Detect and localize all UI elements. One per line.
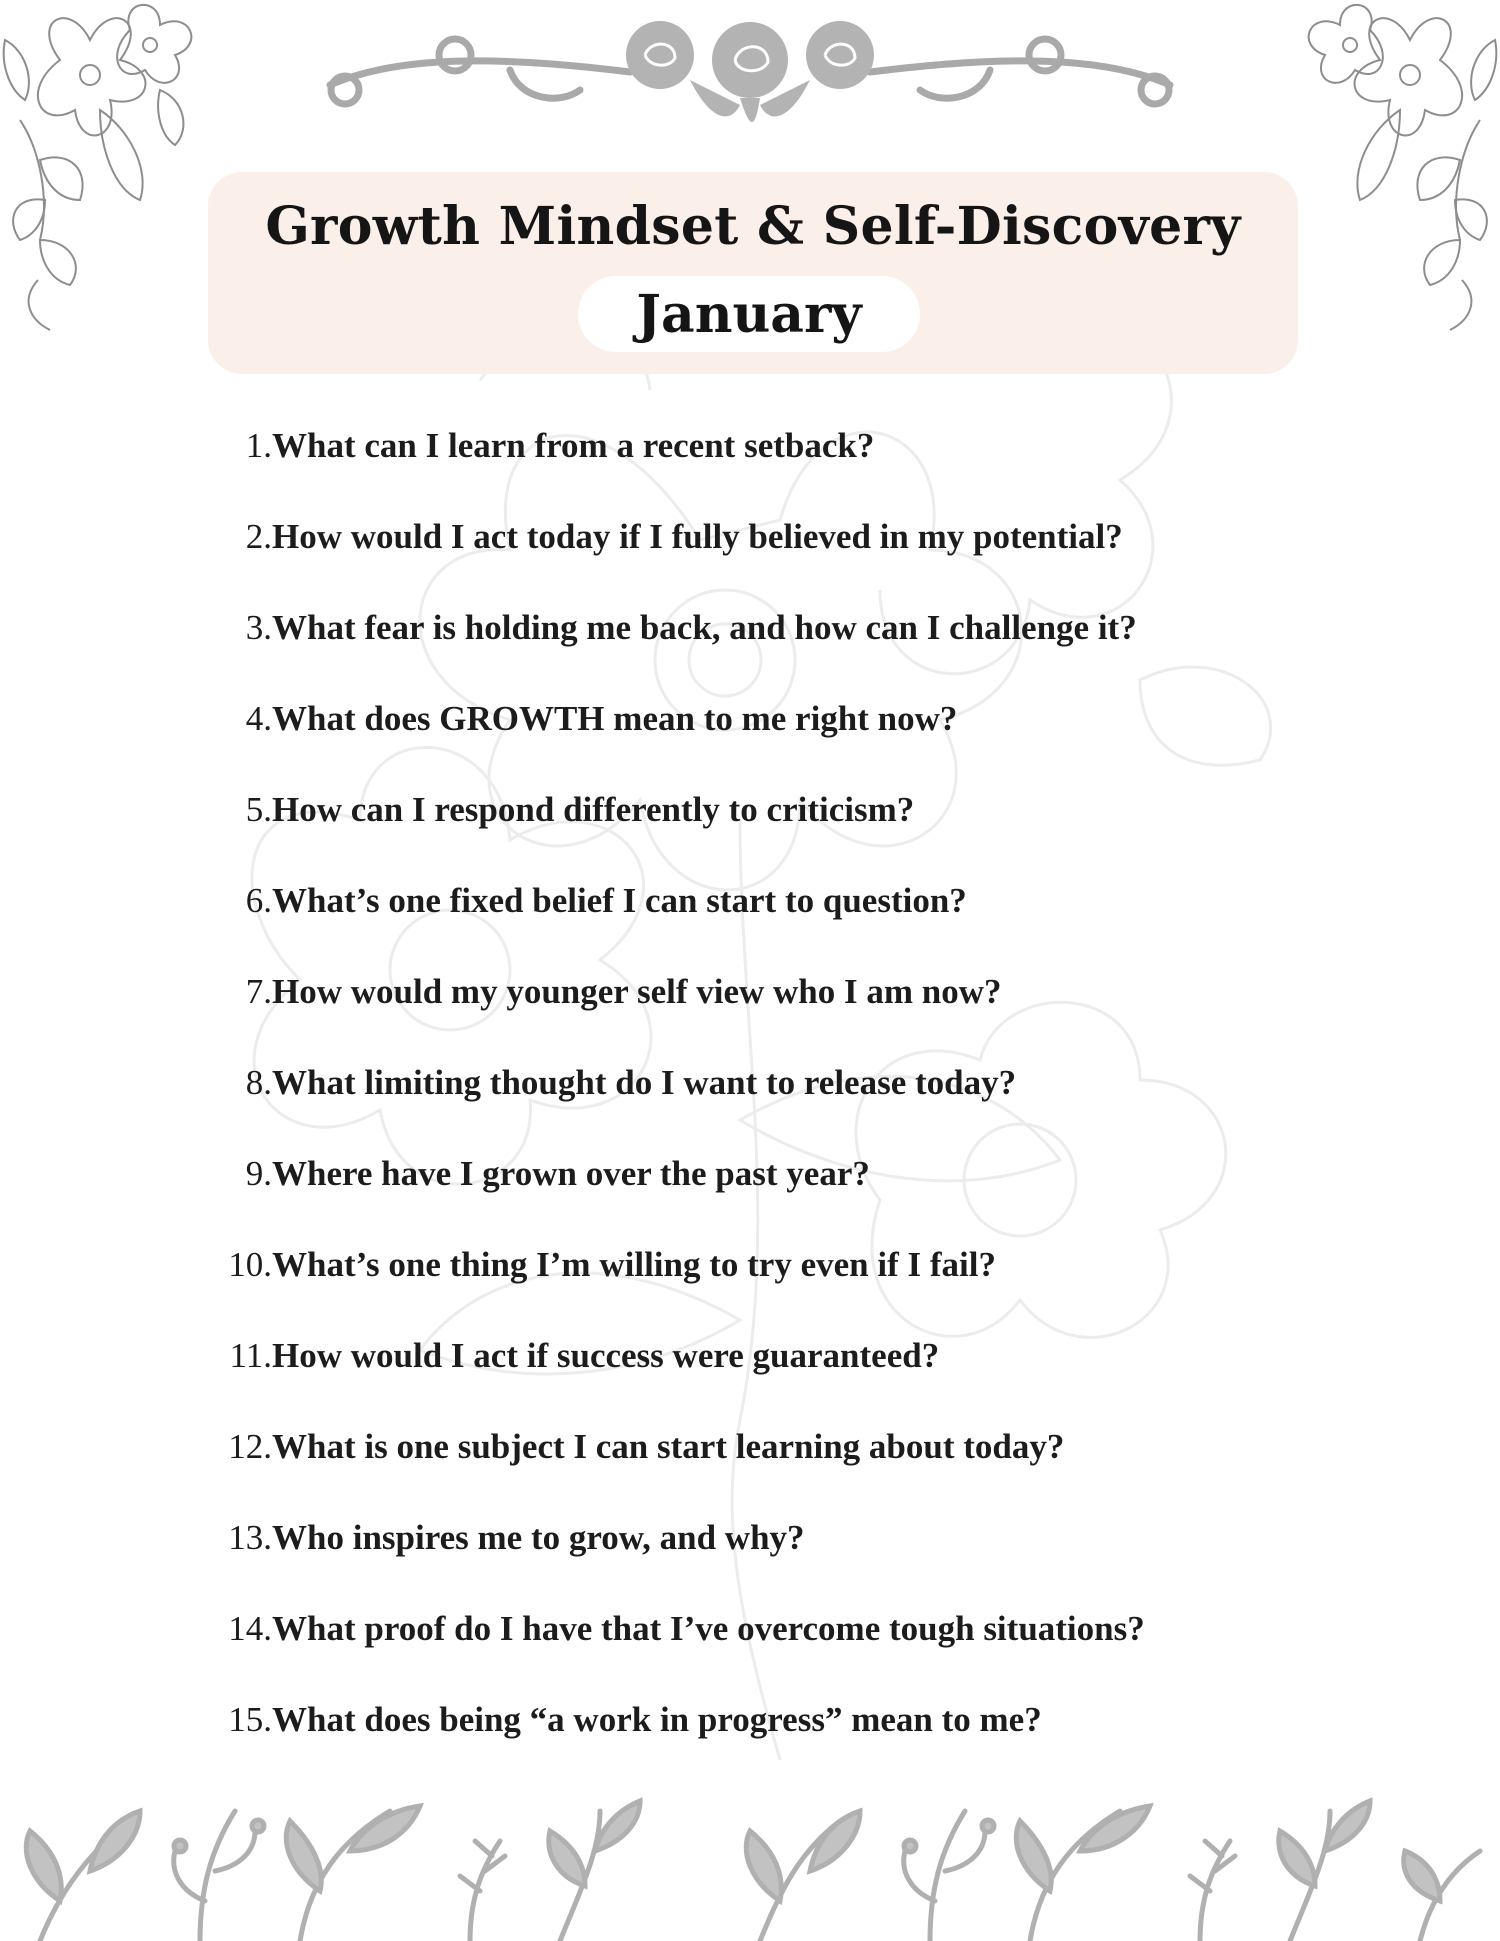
question-text: How would my younger self view who I am now? — [272, 972, 1002, 1011]
question-number: 2. — [245, 517, 272, 556]
question-text: What’s one thing I’m willing to try even if I fail? — [272, 1245, 996, 1284]
list-item — [0, 1518, 1500, 1568]
leaf-border-icon — [0, 1791, 1500, 1941]
question-text: What does being “a work in progress” mean to me? — [272, 1700, 1042, 1739]
page-title: Growth Mindset & Self-Discovery — [265, 196, 1241, 257]
question-number: 4. — [245, 699, 272, 738]
question-number: 7. — [245, 972, 272, 1011]
floral-corner-left-icon — [0, 0, 240, 340]
list-item — [0, 517, 1500, 567]
list-item — [0, 1336, 1500, 1386]
list-item — [0, 608, 1500, 658]
question-number: 9. — [245, 1154, 272, 1193]
list-item — [0, 1609, 1500, 1659]
list-item — [0, 699, 1500, 749]
question-text: What is one subject I can start learning about today? — [272, 1427, 1065, 1466]
question-text: What’s one fixed belief I can start to question? — [272, 881, 967, 920]
question-number: 8. — [245, 1063, 272, 1102]
list-item — [0, 972, 1500, 1022]
question-number: 12. — [228, 1427, 272, 1466]
question-text: How can I respond differently to criticism? — [272, 790, 915, 829]
question-text: What proof do I have that I’ve overcome tough situations? — [272, 1609, 1145, 1648]
list-item — [0, 1700, 1500, 1750]
rose-vine-icon — [310, 10, 1190, 140]
question-text: How would I act if success were guaranteed? — [272, 1336, 940, 1375]
question-number: 1. — [245, 426, 272, 465]
question-number: 15. — [228, 1700, 272, 1739]
list-item — [0, 881, 1500, 931]
list-item — [0, 1154, 1500, 1204]
list-item — [0, 1245, 1500, 1295]
question-text: What fear is holding me back, and how can I challenge it? — [272, 608, 1137, 647]
list-item — [0, 1427, 1500, 1477]
question-number: 14. — [228, 1609, 272, 1648]
question-number: 5. — [245, 790, 272, 829]
month-label: January — [636, 283, 862, 345]
month-pill — [578, 276, 920, 352]
question-number: 3. — [245, 608, 272, 647]
list-item — [0, 426, 1500, 476]
question-text: What does GROWTH mean to me right now? — [272, 699, 958, 738]
question-text: Where have I grown over the past year? — [272, 1154, 870, 1193]
list-item — [0, 790, 1500, 840]
question-text: What limiting thought do I want to release today? — [272, 1063, 1017, 1102]
question-number: 13. — [228, 1518, 272, 1557]
question-number: 10. — [228, 1245, 272, 1284]
question-number: 11. — [229, 1336, 272, 1375]
question-text: Who inspires me to grow, and why? — [272, 1518, 805, 1557]
question-text: What can I learn from a recent setback? — [272, 426, 875, 465]
question-number: 6. — [245, 881, 272, 920]
list-item — [0, 1063, 1500, 1113]
question-text: How would I act today if I fully believed in my potential? — [272, 517, 1123, 556]
